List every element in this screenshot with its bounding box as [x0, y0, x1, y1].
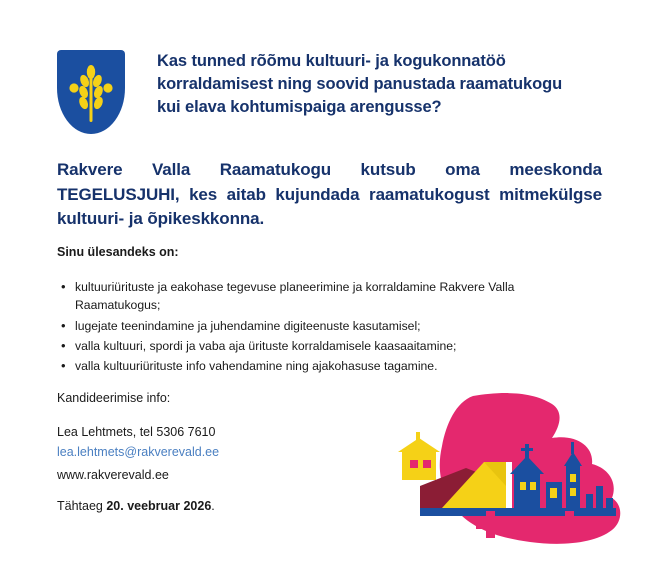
coat-of-arms-icon: [57, 50, 125, 134]
town-illustration: [380, 390, 630, 550]
poster-header: [57, 50, 602, 134]
tasks-title: Sinu ülesandeks on:: [57, 245, 179, 259]
contact-title: Kandideerimise info:: [57, 391, 171, 405]
poster-headline: Kas tunned rõõmu kultuuri- ja kogukonnatöö korraldamisest ning soovid panustada raamatukogu kui elava kohtumispaiga arengusse?: [157, 52, 563, 116]
website-link[interactable]: www.rakverevald.ee: [57, 468, 169, 482]
deadline-date: 20. veebruar 2026: [106, 499, 212, 513]
list-item: • kultuuriürituste ja eakohase tegevuse planeerimine ja korraldamine Rakvere Valla Raamatukogus;: [75, 278, 595, 315]
list-item: • valla kultuuriürituste info vahendamine ning ajakohasuse tagamine.: [75, 357, 595, 375]
poster-lead-paragraph: Rakvere Valla Raamatukogu kutsub oma meeskonda TEGELUSJUHI, kes aitab kujundada raamatukogust mitmekülgse kultuuri- ja õpikeskkonna.: [57, 160, 602, 229]
deadline-label: Tähtaeg: [57, 499, 107, 513]
deadline-suffix: .: [211, 499, 215, 513]
tasks-list: [57, 278, 595, 377]
list-item: • lugejate teenindamine ja juhendamine digiteenuste kasutamisel;: [75, 317, 595, 335]
contact-person: Lea Lehtmets, tel 5306 7610: [57, 425, 216, 439]
list-item: • valla kultuuri, spordi ja vaba aja ürituste korraldamisele kaasaaitamine;: [75, 337, 595, 355]
deadline-text: [57, 499, 215, 513]
contact-email-link[interactable]: lea.lehtmets@rakverevald.ee: [57, 445, 220, 459]
